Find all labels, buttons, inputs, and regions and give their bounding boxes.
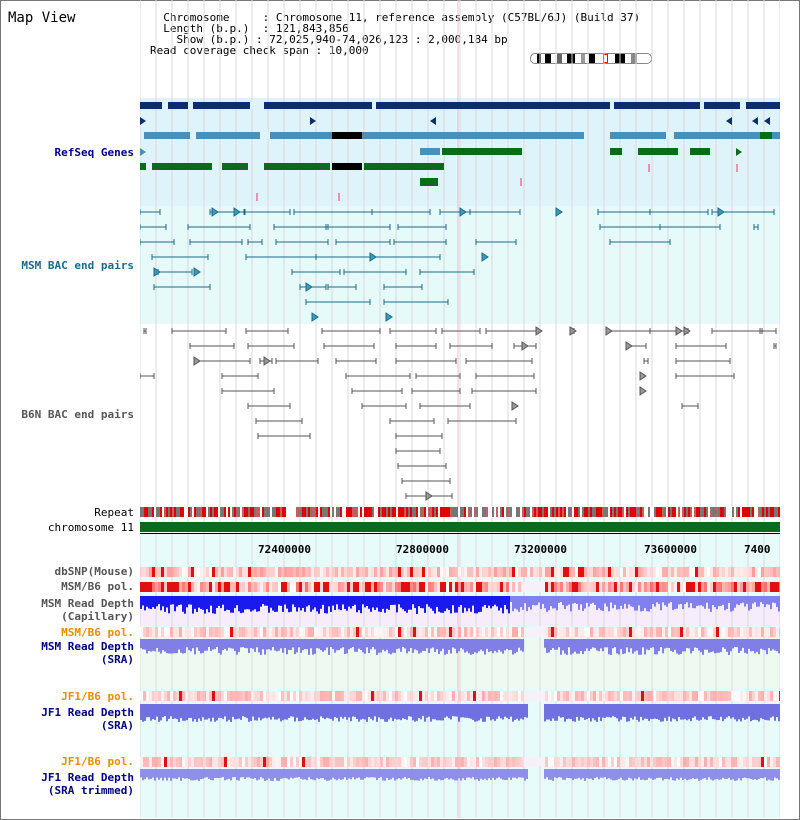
msm-b6-pol-sra-track[interactable] <box>140 627 780 637</box>
msm-depth-cap-label: MSM Read Depth (Capillary) <box>41 597 134 623</box>
b6n-bac-track[interactable] <box>140 324 780 504</box>
axis-tick-1: 72400000 <box>258 543 311 556</box>
msm-b6-pol-sra-label: MSM/B6 pol. <box>61 626 134 639</box>
jf1-depth-trim-label: JF1 Read Depth (SRA trimmed) <box>41 771 134 797</box>
length-row: Length (b.p.) : 121,843,856 <box>163 22 349 35</box>
chromosome-ideogram[interactable] <box>530 53 652 64</box>
show-row: Show (b.p.) : 72,025,940-74,026,123 : 2,000,184 bp <box>176 33 508 46</box>
refseq-gene-small[interactable] <box>420 178 438 186</box>
chromosome-bar[interactable] <box>140 522 780 532</box>
jf1-depth-sra-label: JF1 Read Depth (SRA) <box>41 706 134 732</box>
position-axis <box>140 533 780 565</box>
refseq-label: RefSeq Genes <box>54 146 134 159</box>
axis-tick-5: 7400 <box>744 543 771 556</box>
jf1-b6-pol-label: JF1/B6 pol. <box>61 690 134 703</box>
jf1-b6-pol-track[interactable] <box>140 691 780 701</box>
msm-depth-sra-label: MSM Read Depth (SRA) <box>41 640 134 666</box>
msm-b6-pol-track[interactable] <box>140 582 780 592</box>
repeat-label: Repeat <box>94 506 134 519</box>
msm-bac-label: MSM BAC end pairs <box>21 259 134 272</box>
repeat-track[interactable] <box>140 507 780 517</box>
msm-depth-sra-track[interactable] <box>140 639 780 669</box>
msm-depth-cap-track[interactable] <box>140 596 780 626</box>
axis-tick-3: 73200000 <box>514 543 567 556</box>
refseq-row-4[interactable] <box>140 148 742 156</box>
b6n-bac-label: B6N BAC end pairs <box>21 408 134 421</box>
refseq-row-2[interactable] <box>140 117 770 125</box>
refseq-row-1[interactable] <box>140 102 780 109</box>
page-title: Map View <box>8 10 76 26</box>
axis-tick-4: 73600000 <box>644 543 697 556</box>
refseq-row-3[interactable] <box>144 132 780 139</box>
info-panel <box>150 12 640 56</box>
refseq-track[interactable] <box>140 98 780 206</box>
msm-b6-pol-label: MSM/B6 pol. <box>61 580 134 593</box>
chromosome-row: Chromosome : Chromosome 11, reference assembly (C57BL/6J) (Build 37) <box>163 11 641 24</box>
chromosome-label: chromosome 11 <box>47 521 134 534</box>
jf1-b6-pol-trim-label: JF1/B6 pol. <box>61 755 134 768</box>
jf1-depth-sra-track[interactable] <box>140 704 780 734</box>
coverage-row: Read coverage check span : 10,000 <box>150 44 369 57</box>
jf1-depth-trim-track[interactable] <box>140 769 780 793</box>
jf1-b6-pol-trim-track[interactable] <box>140 757 780 767</box>
dbsnp-label: dbSNP(Mouse) <box>54 565 134 578</box>
msm-bac-track[interactable] <box>140 206 780 324</box>
axis-tick-2: 72800000 <box>396 543 449 556</box>
refseq-row-5[interactable] <box>140 163 444 170</box>
dbsnp-track[interactable] <box>140 567 780 577</box>
